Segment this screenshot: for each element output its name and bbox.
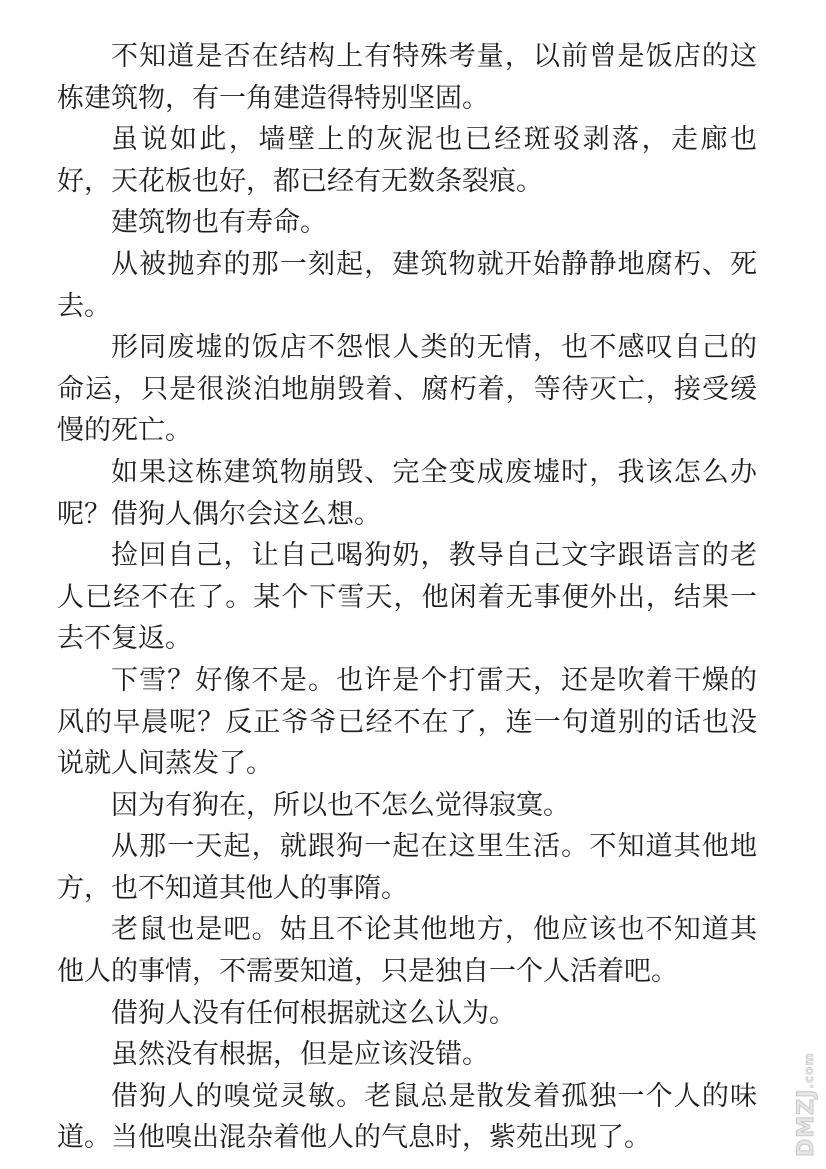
paragraph: 因为有狗在，所以也不怎么觉得寂寞。 [111,789,570,821]
paragraph: 从那一天起，就跟狗一起在这里生活。不知道其他地方，也不知道其他人的事隋。 [57,831,757,904]
paragraph: 下雪？好像不是。也许是个打雷天，还是吹着干燥的风的早晨呢？反正爷爷已经不在了，连一句道别的话也没说就人间蒸发了。 [57,664,757,780]
paragraph: 虽说如此，墙壁上的灰泥也已经斑驳剥落，走廊也好，天花板也好，都已经有无数条裂痕。 [57,124,757,197]
watermark-text [794,1027,818,1157]
paragraph: 不知道是否在结构上有特殊考量，以前曾是饭店的这栋建筑物，有一角建造得特别坚固。 [57,41,757,114]
watermark [794,1027,818,1157]
paragraph: 建筑物也有寿命。 [111,207,327,239]
paragraph: 借狗人的嗅觉灵敏。老鼠总是散发着孤独一个人的味道。当他嗅出混杂着他人的气息时，紫苑出现了。 [57,1080,757,1154]
paragraph: 捡回自己，让自己喝狗奶，教导自己文字跟语言的老人已经不在了。某个下雪天，他闲着无事便外出，结果一去不复返。 [57,540,757,655]
paragraph: 从被抛弃的那一刻起，建筑物就开始静静地腐朽、死去。 [57,248,757,322]
paragraph: 虽然没有根据，但是应该没错。 [111,1039,489,1071]
paragraph: 形同废墟的饭店不怨恨人类的无情，也不感叹自己的命运，只是很淡泊地崩毁着、腐朽着，等待灭亡，接受缓慢的死亡。 [57,332,757,447]
watermark-main: DMZJ [794,1088,819,1157]
paragraph: 老鼠也是吧。姑且不论其他地方，他应该也不知道其他人的事情，不需要知道，只是独自一个人活着吧。 [57,914,757,988]
watermark-suffix: .com [802,1052,816,1089]
document-page [57,36,757,1159]
paragraph: 借狗人没有任何根据就这么认为。 [111,997,516,1029]
paragraph: 如果这栋建筑物崩毁、完全变成废墟时，我该怎么办呢？借狗人偶尔会这么想。 [57,456,757,530]
